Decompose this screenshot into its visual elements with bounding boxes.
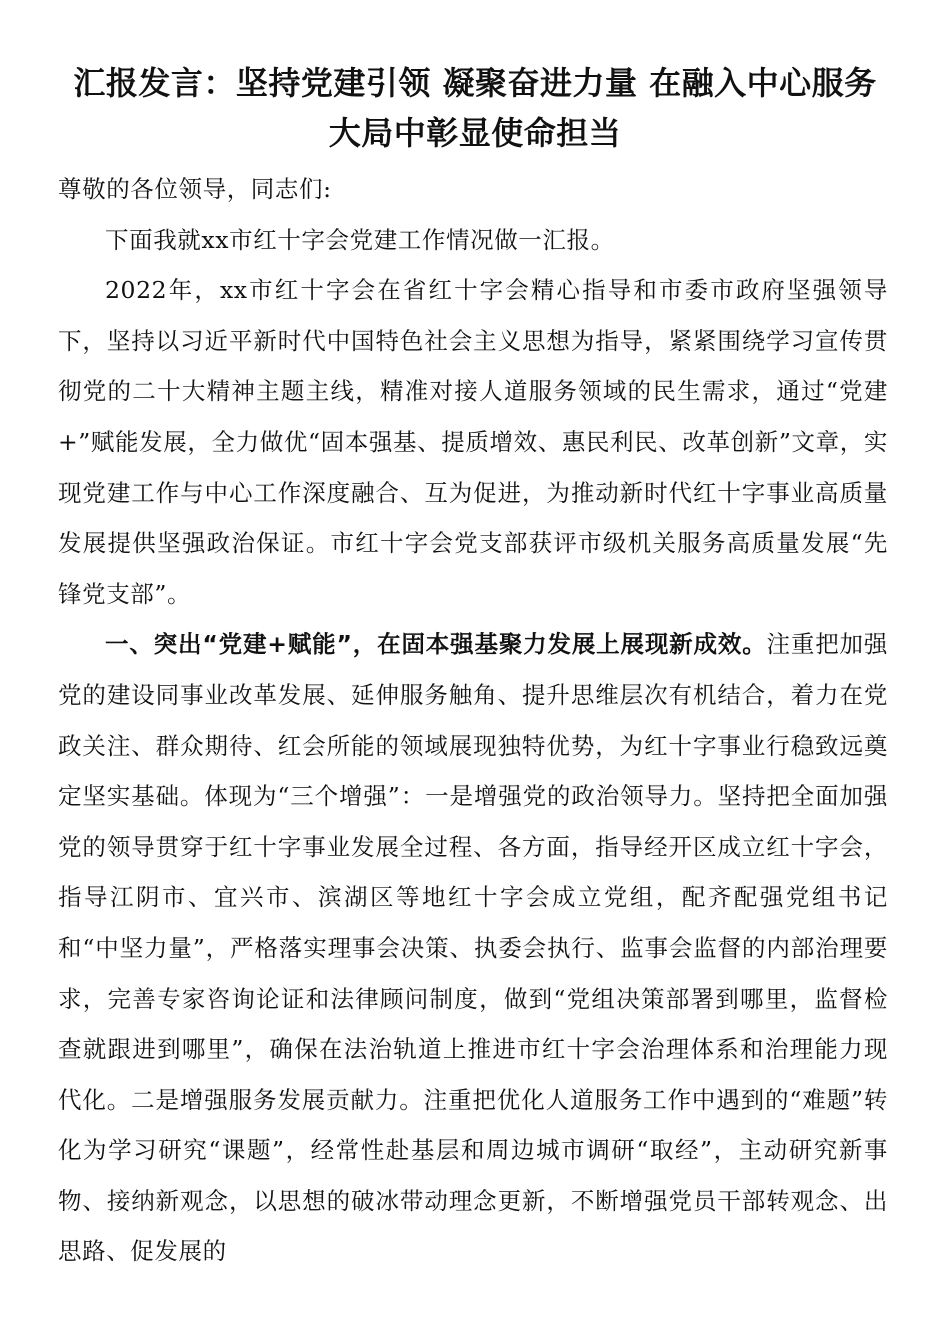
document-body bbox=[58, 164, 888, 1277]
paragraph-intro: 下面我就xx市红十字会党建工作情况做一汇报。 bbox=[105, 225, 615, 254]
section-one-text: 注重把加强党的建设同事业改革发展、延伸服务触角、提升思维层次有机结合，着力在党政关注、群众期待、红会所能的领域展现独特优势，为红十字事业行稳致远奠定坚实基础。体现为“三个增强”：一是增强党的政治领导力。坚持把全面加强党的领导贯穿于红十字事业发展全过程、各方面，指导经开区成立红十字会，指导江阴市、宜兴市、滨湖区等地红十字会成立党组，配齐配强党组书记和“中坚力量”，严格落实理事会决策、执委会执行、监事会监督的内部治理要求，完善专家咨询论证和法律顾问制度，做到“党组决策部署到哪里，监督检查就跟进到哪里”，确保在法治轨道上推进市红十字会治理体系和治理能力现代化。二是增强服务发展贡献力。注重把优化人道服务工作中遇到的“难题”转化为学习研究“课题”，经常性赴基层和周边城市调研“取经”，主动研究新事物、接纳新观念，以思想的破冰带动理念更新，不断增强党员干部转观念、出思路、促发展的 bbox=[58, 630, 888, 1266]
paragraph-section-one bbox=[58, 619, 888, 1277]
greeting: 尊敬的各位领导，同志们: bbox=[58, 175, 332, 203]
paragraph-summary: 2022年，xx市红十字会在省红十字会精心指导和市委市政府坚强领导下，坚持以习近平新时代中国特色社会主义思想为指导，紧紧围绕学习宣传贯彻党的二十大精神主题主线，精准对接人道服务领域的民生需求，通过“党建+”赋能发展，全力做优“固本强基、提质增效、惠民利民、改革创新”文章，实现党建工作与中心工作深度融合、互为促进，为推动新时代红十字事业高质量发展提供坚强政治保证。市红十字会党支部获评市级机关服务高质量发展“先锋党支部”。 bbox=[58, 276, 888, 608]
document-title: 汇报发言：坚持党建引领 凝聚奋进力量 在融入中心服务大局中彰显使命担当 bbox=[73, 64, 877, 152]
section-one-heading: 一、突出“党建+赋能”，在固本强基聚力发展上展现新成效。 bbox=[105, 630, 767, 659]
